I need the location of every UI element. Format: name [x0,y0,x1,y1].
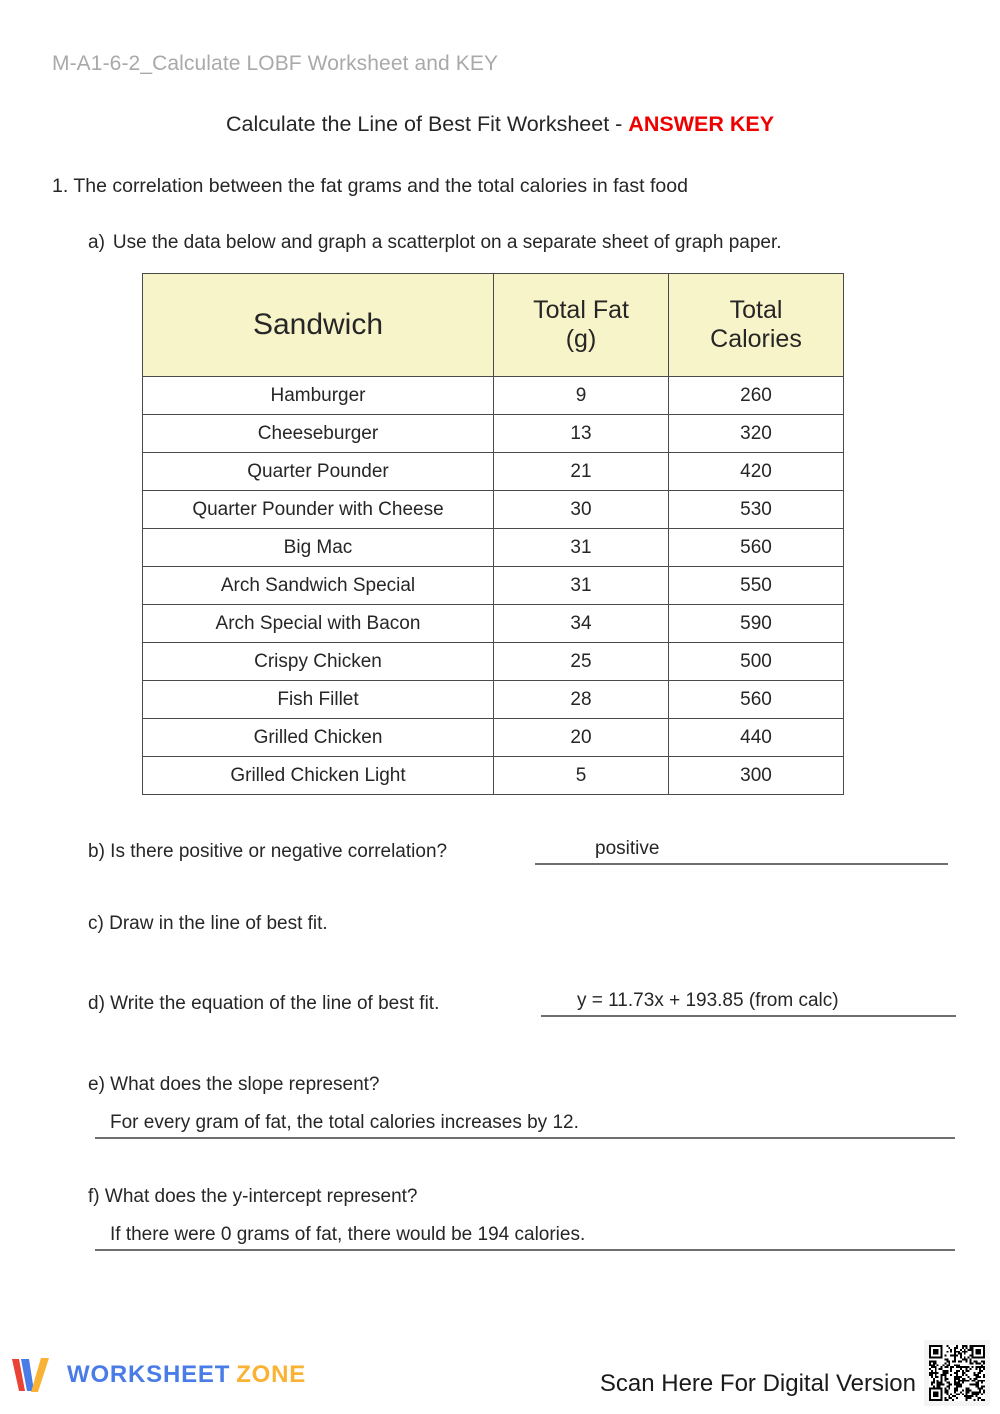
qr-code-image [929,1345,985,1401]
file-name-header: M-A1-6-2_Calculate LOBF Worksheet and KEY [52,52,499,75]
cell-sandwich: Grilled Chicken Light [143,757,494,795]
table-header-row [143,274,844,377]
cell-total-fat: 9 [494,377,669,415]
column-header-total-calories [669,274,844,377]
question-1a-letter: a) [88,232,105,253]
cell-sandwich: Grilled Chicken [143,719,494,757]
table-row [143,491,844,529]
cell-total-calories: 440 [669,719,844,757]
cell-total-fat: 30 [494,491,669,529]
table-head [143,274,844,377]
column-header-total-fat-line2: (g) [565,325,597,353]
nutrition-data-table [142,273,844,795]
question-c-prompt: c) Draw in the line of best fit. [88,913,328,934]
cell-total-calories: 560 [669,681,844,719]
worksheet-zone-logo-text [67,1361,306,1389]
table-row [143,719,844,757]
cell-total-calories: 260 [669,377,844,415]
question-f-answer: If there were 0 grams of fat, there would be 194 calories. [95,1224,955,1251]
cell-total-calories: 320 [669,415,844,453]
table-row [143,529,844,567]
column-header-total-calories-line2: Calories [710,325,802,353]
cell-sandwich: Fish Fillet [143,681,494,719]
table-row [143,567,844,605]
table-row [143,605,844,643]
cell-sandwich: Crispy Chicken [143,643,494,681]
cell-total-calories: 590 [669,605,844,643]
cell-sandwich: Cheeseburger [143,415,494,453]
cell-total-calories: 560 [669,529,844,567]
page-title [0,112,1000,137]
cell-total-fat: 13 [494,415,669,453]
cell-total-calories: 500 [669,643,844,681]
logo-word-worksheet: WORKSHEET [67,1361,231,1388]
cell-total-calories: 420 [669,453,844,491]
cell-sandwich: Quarter Pounder [143,453,494,491]
cell-total-calories: 550 [669,567,844,605]
cell-total-fat: 21 [494,453,669,491]
question-1a [88,232,782,254]
cell-total-fat: 5 [494,757,669,795]
cell-sandwich: Quarter Pounder with Cheese [143,491,494,529]
question-e-answer: For every gram of fat, the total calories increases by 12. [95,1112,955,1139]
cell-sandwich: Big Mac [143,529,494,567]
question-1-text: 1. The correlation between the fat grams and the total calories in fast food [52,175,688,197]
question-b-answer: positive [535,838,948,865]
cell-total-fat: 34 [494,605,669,643]
table-row [143,377,844,415]
scan-here-text: Scan Here For Digital Version [599,1370,916,1397]
cell-total-fat: 28 [494,681,669,719]
column-header-total-fat [494,274,669,377]
cell-total-fat: 25 [494,643,669,681]
cell-total-fat: 31 [494,529,669,567]
cell-total-calories: 530 [669,491,844,529]
worksheet-zone-logo[interactable] [18,1353,306,1397]
question-f-prompt: f) What does the y-intercept represent? [88,1186,418,1207]
answer-key-badge: ANSWER KEY [628,112,775,136]
question-1a-text: Use the data below and graph a scatterplot on a separate sheet of graph paper. [112,232,782,253]
cell-sandwich: Hamburger [143,377,494,415]
table-body [143,377,844,795]
table-row [143,415,844,453]
worksheet-zone-logo-mark [10,1353,56,1397]
question-d-prompt: d) Write the equation of the line of best fit. [88,993,440,1014]
nutrition-data-table-wrapper [142,273,834,795]
cell-sandwich: Arch Sandwich Special [143,567,494,605]
table-row [143,453,844,491]
cell-total-calories: 300 [669,757,844,795]
column-header-sandwich: Sandwich [143,274,494,377]
question-b-prompt: b) Is there positive or negative correlation? [88,841,448,862]
table-row [143,757,844,795]
cell-total-fat: 31 [494,567,669,605]
column-header-total-calories-line1: Total [729,295,783,324]
cell-sandwich: Arch Special with Bacon [143,605,494,643]
page-title-main: Calculate the Line of Best Fit Worksheet - [225,112,629,136]
cell-total-fat: 20 [494,719,669,757]
logo-word-zone: ZONE [236,1361,307,1388]
question-d-answer: y = 11.73x + 193.85 (from calc) [541,990,956,1017]
qr-code[interactable] [924,1340,990,1406]
table-row [143,643,844,681]
table-row [143,681,844,719]
column-header-total-fat-line1: Total Fat [533,295,629,324]
question-e-prompt: e) What does the slope represent? [88,1074,380,1095]
